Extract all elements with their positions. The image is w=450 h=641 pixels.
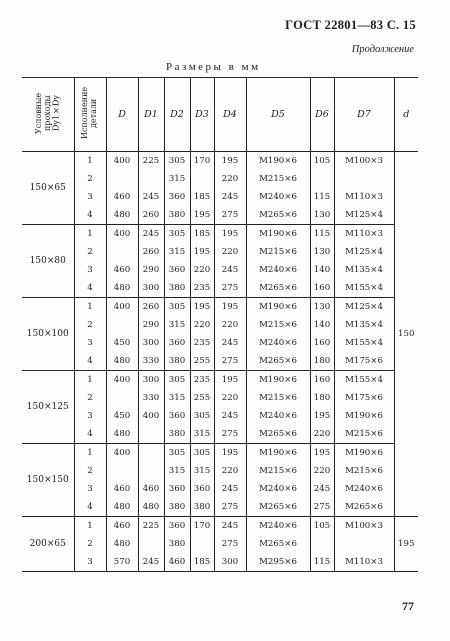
table-cell: 170: [190, 517, 214, 536]
table-cell: 2: [74, 243, 106, 261]
table-cell: M265×6: [246, 352, 310, 371]
table-cell: 275: [214, 498, 246, 517]
table-cell: 260: [138, 206, 164, 225]
col-header-D1: D1: [138, 78, 164, 152]
table-cell: 2: [74, 462, 106, 480]
table-cell: M215×6: [334, 462, 394, 480]
table-row: [22, 206, 418, 225]
table-cell: [106, 170, 138, 188]
table-cell: 400: [106, 152, 138, 171]
table-cell: 305: [190, 407, 214, 425]
table-cell: M135×4: [334, 316, 394, 334]
table-row: [22, 243, 418, 261]
table-cell: 185: [190, 225, 214, 244]
table-cell: [334, 170, 394, 188]
table-row: [22, 371, 418, 390]
table-cell: 3: [74, 407, 106, 425]
table-cell: 1: [74, 298, 106, 317]
table-cell: 185: [190, 553, 214, 572]
table-cell: 245: [310, 480, 334, 498]
table-cell: M215×6: [246, 243, 310, 261]
table-cell: 300: [138, 334, 164, 352]
table-cell: 160: [310, 371, 334, 390]
table-cell: M295×6: [246, 553, 310, 572]
table-cell: 185: [190, 188, 214, 206]
table-row: [22, 170, 418, 188]
table-cell: 305: [164, 371, 190, 390]
col-header-D6: D6: [310, 78, 334, 152]
table-cell: M265×6: [334, 498, 394, 517]
table-cell: 115: [310, 188, 334, 206]
table-cell: 315: [190, 462, 214, 480]
table-cell: 245: [138, 225, 164, 244]
nominal-size-cell: 200×65: [22, 517, 74, 572]
table-cell: 2: [74, 316, 106, 334]
table-cell: 1: [74, 517, 106, 536]
table-row: [22, 498, 418, 517]
col-header-d: d: [394, 78, 418, 152]
table-cell: 400: [106, 298, 138, 317]
table-cell: M265×6: [246, 535, 310, 553]
table-cell: 570: [106, 553, 138, 572]
table-cell: 315: [164, 462, 190, 480]
table-row: [22, 261, 418, 279]
table-cell: [334, 535, 394, 553]
table-cell: 245: [214, 334, 246, 352]
document-code: ГОСТ 22801—83 С. 15: [285, 18, 416, 32]
table-cell: 360: [164, 261, 190, 279]
col-header-D7: D7: [334, 78, 394, 152]
table-cell: 3: [74, 334, 106, 352]
table-cell: M190×6: [246, 225, 310, 244]
table-cell: 140: [310, 316, 334, 334]
table-cell: 480: [106, 279, 138, 298]
table-cell: M265×6: [246, 279, 310, 298]
table-cell: [106, 316, 138, 334]
d-value-cell: 195: [394, 517, 418, 572]
table-cell: 4: [74, 425, 106, 444]
table-cell: [138, 170, 164, 188]
table-cell: 460: [106, 188, 138, 206]
table-row: [22, 444, 418, 463]
table-cell: 315: [164, 316, 190, 334]
table-cell: M100×3: [334, 152, 394, 171]
table-cell: M240×6: [246, 517, 310, 536]
nominal-size-cell: 150×80: [22, 225, 74, 298]
table-cell: 315: [190, 425, 214, 444]
table-cell: [310, 170, 334, 188]
table-cell: [190, 170, 214, 188]
table-cell: 220: [310, 462, 334, 480]
table-cell: 220: [214, 389, 246, 407]
table-cell: 260: [138, 243, 164, 261]
table-row: [22, 352, 418, 371]
nominal-size-cell: 150×125: [22, 371, 74, 444]
table-cell: 2: [74, 389, 106, 407]
table-cell: 195: [310, 407, 334, 425]
table-cell: 195: [214, 371, 246, 390]
table-cell: M175×6: [334, 352, 394, 371]
table-row: [22, 279, 418, 298]
table-cell: 460: [164, 553, 190, 572]
table-cell: 315: [164, 243, 190, 261]
table-cell: 220: [214, 170, 246, 188]
table-cell: [138, 444, 164, 463]
table-cell: 105: [310, 517, 334, 536]
table-cell: 3: [74, 480, 106, 498]
col-header-D3: D3: [190, 78, 214, 152]
table-cell: 480: [106, 535, 138, 553]
table-cell: 315: [164, 389, 190, 407]
table-cell: 315: [164, 170, 190, 188]
table-cell: 460: [106, 517, 138, 536]
table-cell: 380: [164, 352, 190, 371]
table-cell: 275: [214, 535, 246, 553]
table-cell: 220: [214, 462, 246, 480]
table-cell: M125×4: [334, 243, 394, 261]
table-cell: [138, 462, 164, 480]
table-cell: 480: [138, 498, 164, 517]
table-row: [22, 517, 418, 536]
table-cell: 400: [106, 225, 138, 244]
table-cell: 2: [74, 535, 106, 553]
col-header-D5: D5: [246, 78, 310, 152]
table-cell: 3: [74, 261, 106, 279]
table-cell: 4: [74, 352, 106, 371]
table-cell: 195: [190, 206, 214, 225]
table-cell: 130: [310, 243, 334, 261]
table-cell: 3: [74, 188, 106, 206]
table-header-row: [22, 78, 418, 152]
table-cell: 360: [164, 480, 190, 498]
table-cell: M190×6: [334, 444, 394, 463]
table-cell: 195: [190, 298, 214, 317]
table-cell: 235: [190, 334, 214, 352]
table-cell: 245: [214, 261, 246, 279]
table-cell: M215×6: [246, 389, 310, 407]
table-cell: 305: [190, 444, 214, 463]
table-cell: M215×6: [334, 425, 394, 444]
table-cell: [106, 462, 138, 480]
table-cell: 380: [164, 206, 190, 225]
col-header-D: D: [106, 78, 138, 152]
table-cell: M100×3: [334, 517, 394, 536]
dimensions-table: [22, 77, 418, 572]
table-cell: 305: [164, 152, 190, 171]
table-cell: 255: [190, 389, 214, 407]
table-cell: M265×6: [246, 425, 310, 444]
table-cell: 4: [74, 498, 106, 517]
table-cell: 330: [138, 352, 164, 371]
table-cell: 4: [74, 279, 106, 298]
col-header-D2: D2: [164, 78, 190, 152]
nominal-size-cell: 150×65: [22, 152, 74, 225]
col-header-variant: Исполнение детали: [74, 78, 106, 152]
table-cell: 160: [310, 334, 334, 352]
table-cell: [106, 389, 138, 407]
table-cell: 195: [214, 444, 246, 463]
table-cell: 360: [164, 517, 190, 536]
table-cell: 275: [214, 352, 246, 371]
table-cell: 380: [190, 498, 214, 517]
table-cell: M110×3: [334, 188, 394, 206]
table-cell: M175×6: [334, 389, 394, 407]
table-cell: 300: [138, 371, 164, 390]
table-row: [22, 407, 418, 425]
d-value-cell: 150: [394, 152, 418, 517]
table-cell: 170: [190, 152, 214, 171]
table-cell: 480: [106, 498, 138, 517]
table-cell: 220: [190, 261, 214, 279]
table-cell: 3: [74, 553, 106, 572]
table-row: [22, 480, 418, 498]
table-cell: 360: [164, 407, 190, 425]
table-cell: M240×6: [246, 407, 310, 425]
table-cell: M240×6: [246, 188, 310, 206]
table-cell: 130: [310, 298, 334, 317]
table-row: [22, 389, 418, 407]
table-cell: 105: [310, 152, 334, 171]
table-cell: 2: [74, 170, 106, 188]
table-cell: 195: [214, 225, 246, 244]
table-cell: M190×6: [246, 444, 310, 463]
table-cell: 245: [214, 407, 246, 425]
table-cell: 290: [138, 261, 164, 279]
table-cell: 275: [310, 498, 334, 517]
table-cell: 480: [106, 425, 138, 444]
table-row: [22, 225, 418, 244]
table-cell: M155×4: [334, 279, 394, 298]
table-cell: 400: [106, 371, 138, 390]
table-cell: [310, 535, 334, 553]
table-cell: M240×6: [246, 261, 310, 279]
table-cell: 460: [106, 480, 138, 498]
table-cell: 140: [310, 261, 334, 279]
table-row: [22, 553, 418, 572]
table-cell: 305: [164, 444, 190, 463]
table-cell: M155×4: [334, 334, 394, 352]
table-cell: [190, 535, 214, 553]
table-cell: 115: [310, 553, 334, 572]
table-cell: 245: [214, 188, 246, 206]
nominal-size-cell: 150×150: [22, 444, 74, 517]
table-cell: 195: [310, 444, 334, 463]
col-header-nominal: Условные проходы Dy1×Dy: [22, 78, 74, 152]
table-cell: M240×6: [334, 480, 394, 498]
table-cell: M265×6: [246, 498, 310, 517]
table-row: [22, 152, 418, 171]
table-cell: 115: [310, 225, 334, 244]
table-cell: 130: [310, 206, 334, 225]
table-cell: 400: [106, 444, 138, 463]
table-cell: 450: [106, 407, 138, 425]
table-cell: M240×6: [246, 480, 310, 498]
table-cell: 380: [164, 279, 190, 298]
table-row: [22, 425, 418, 444]
table-cell: M125×4: [334, 206, 394, 225]
table-row: [22, 298, 418, 317]
table-cell: M215×6: [246, 462, 310, 480]
table-cell: M240×6: [246, 334, 310, 352]
table-cell: 225: [138, 152, 164, 171]
table-cell: 460: [106, 261, 138, 279]
table-cell: 220: [190, 316, 214, 334]
units-caption: Размеры в мм: [166, 61, 261, 73]
table-cell: 275: [214, 425, 246, 444]
table-cell: 400: [138, 407, 164, 425]
table-cell: 195: [214, 298, 246, 317]
table-cell: 380: [164, 498, 190, 517]
table-cell: 245: [138, 188, 164, 206]
table-cell: 235: [190, 279, 214, 298]
table-cell: 1: [74, 152, 106, 171]
table-cell: M215×6: [246, 316, 310, 334]
table-row: [22, 535, 418, 553]
table-cell: 290: [138, 316, 164, 334]
table-row: [22, 334, 418, 352]
col-header-D4: D4: [214, 78, 246, 152]
table-cell: 195: [190, 243, 214, 261]
table-cell: 1: [74, 225, 106, 244]
table-cell: 1: [74, 371, 106, 390]
table-cell: 300: [138, 279, 164, 298]
table-cell: 245: [214, 517, 246, 536]
table-row: [22, 316, 418, 334]
table-cell: M190×6: [334, 407, 394, 425]
table-cell: 275: [214, 279, 246, 298]
table-cell: 4: [74, 206, 106, 225]
table-cell: M110×3: [334, 225, 394, 244]
table-cell: M110×3: [334, 553, 394, 572]
table-cell: M155×4: [334, 371, 394, 390]
table-cell: M190×6: [246, 371, 310, 390]
table-cell: 305: [164, 225, 190, 244]
table-cell: [106, 243, 138, 261]
table-cell: 460: [138, 480, 164, 498]
table-row: [22, 462, 418, 480]
table-cell: 220: [310, 425, 334, 444]
table-cell: 480: [106, 352, 138, 371]
table-cell: 360: [164, 334, 190, 352]
table-cell: 360: [190, 480, 214, 498]
table-cell: M190×6: [246, 152, 310, 171]
table-cell: [138, 425, 164, 444]
table-cell: 225: [138, 517, 164, 536]
table-cell: 245: [214, 480, 246, 498]
table-cell: M125×4: [334, 298, 394, 317]
table-cell: 220: [214, 243, 246, 261]
table-row: [22, 188, 418, 206]
continuation-note: Продолжение: [351, 44, 414, 55]
table-cell: 220: [214, 316, 246, 334]
table-body: [22, 152, 418, 572]
table-cell: 235: [190, 371, 214, 390]
table-cell: 160: [310, 279, 334, 298]
table-cell: 275: [214, 206, 246, 225]
table-cell: M265×6: [246, 206, 310, 225]
table-cell: 1: [74, 444, 106, 463]
table-cell: 180: [310, 352, 334, 371]
table-cell: M135×4: [334, 261, 394, 279]
table-cell: 195: [214, 152, 246, 171]
nominal-size-cell: 150×100: [22, 298, 74, 371]
table-cell: 380: [164, 425, 190, 444]
table-cell: 480: [106, 206, 138, 225]
table-cell: 255: [190, 352, 214, 371]
table-cell: 330: [138, 389, 164, 407]
table-cell: 450: [106, 334, 138, 352]
table-cell: 245: [138, 553, 164, 572]
table-cell: M215×6: [246, 170, 310, 188]
table-cell: 180: [310, 389, 334, 407]
table-cell: 300: [214, 553, 246, 572]
table-cell: [138, 535, 164, 553]
table-cell: 380: [164, 535, 190, 553]
table-cell: M190×6: [246, 298, 310, 317]
table-cell: 360: [164, 188, 190, 206]
table-cell: 305: [164, 298, 190, 317]
table-cell: 260: [138, 298, 164, 317]
page-number: 77: [402, 599, 414, 613]
